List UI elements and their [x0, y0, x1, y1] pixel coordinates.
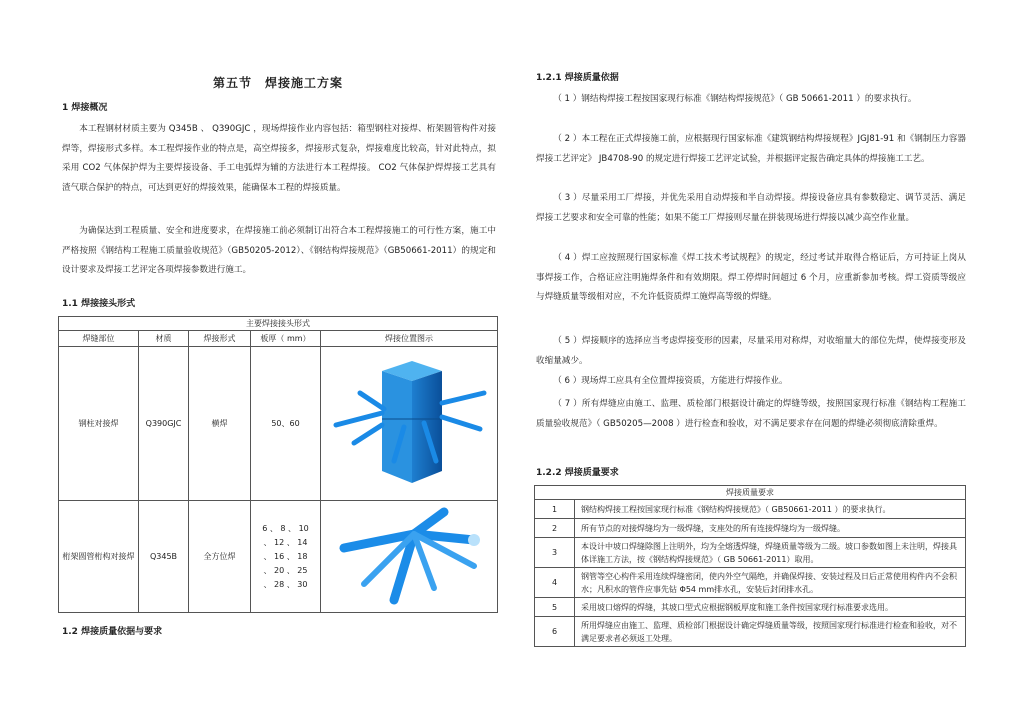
row-text: 采用坡口熔焊的焊缝，其坡口型式应根据钢板厚度和施工条件按国家现行标准要求选用。 [575, 598, 966, 617]
table-row [535, 598, 966, 617]
col-header: 材质 [139, 331, 189, 347]
col-header: 焊接位置图示 [321, 331, 498, 347]
row-number: 6 [535, 617, 575, 647]
basis-item-2: （ 2 ）本工程在正式焊接施工前，应根据现行国家标准《建筑钢结构焊接规程》JGJ81-91 和《钢制压力容器焊接工艺评定》 JB4708-90 的规定进行焊接工艺评定试验，并根据评定报告确定具体的焊接施工工艺。 [536, 134, 966, 164]
basis-item-5: （ 5 ）焊接顺序的选择应当考虑焊接变形的因素，尽量采用对称焊，对收缩量大的部位先焊，使焊接变形及收缩量减少。 [536, 336, 966, 366]
column-joint-image [324, 353, 494, 493]
basis-item-3: （ 3 ）尽量采用工厂焊接，并优先采用自动焊接和半自动焊接。焊接设备应具有参数稳定、调节灵活、满足焊接工艺要求和安全可靠的性能；如果不能工厂焊接则尽量在拼装现场进行焊接以减少高空作业量。 [536, 193, 966, 223]
section-title: 第五节 焊接施工方案 [212, 76, 343, 90]
row-text: 钢管等空心构件采用连续焊缝密闭，使内外空气隔绝，并确保焊接、安装过程及日后正常使用构件内不会积水；凡积水的管件应事先钻 Φ54 mm排水孔，安装后封闭排水孔。 [575, 568, 966, 598]
cell-thickness: 6 、 8 、 10 、 12 、 14 、 16 、 18 、 20 、 25 、 28 、 30 [251, 501, 321, 613]
table-row [59, 501, 498, 613]
truss-joint-illustration [321, 501, 498, 613]
joint-forms-table [58, 316, 498, 613]
paragraph-overview-1: 本工程钢材材质主要为 Q345B 、 Q390GJC ，现场焊接作业内容包括：箱型钢柱对接焊、桁架圆管构件对接焊等，焊接形式多样。本工程焊接作业的特点是，高空焊接多，焊接形式复杂，焊接难度比较高，针对此特点，拟采用 CO2 气体保护焊为主要焊接设备、手工电弧焊为辅的方法进行本工程焊接。 CO2 气体保护焊焊接工艺具有渣气联合保护的特点，可达到更好的焊接效果，能确保本工程的焊接质量。 [62, 124, 496, 193]
table-row [535, 519, 966, 538]
cell-material: Q345B [139, 501, 189, 613]
row-number: 5 [535, 598, 575, 617]
row-text: 本设计中坡口焊缝除图上注明外，均为全熔透焊缝，焊缝质量等级为二级。坡口参数如图上未注明，焊接具体详施工方法，按《钢结构焊接规范》（ GB 50661-2011）取用。 [575, 538, 966, 568]
table-row [535, 568, 966, 598]
row-number: 1 [535, 500, 575, 519]
column-joint-illustration [321, 347, 498, 501]
heading-quality-basis-121: 1.2.1 焊接质量依据 [536, 73, 619, 83]
row-number: 2 [535, 519, 575, 538]
table-row [535, 617, 966, 647]
cell-thickness: 50、60 [251, 347, 321, 501]
quality-requirements-table [534, 485, 966, 647]
table-caption: 焊接质量要求 [535, 486, 966, 500]
heading-quality-basis: 1.2 焊接质量依据与要求 [62, 627, 163, 637]
cell-form: 横焊 [189, 347, 251, 501]
truss-joint-image [324, 504, 494, 608]
row-text: 所用焊缝应由施工、监理、质检部门根据设计确定焊缝质量等级，按照国家现行标准进行检查和验收，对不满足要求者必须返工处理。 [575, 617, 966, 647]
col-header: 焊接形式 [189, 331, 251, 347]
table-row [535, 538, 966, 568]
heading-welding-overview: 1 焊接概况 [62, 103, 108, 113]
basis-item-4: （ 4 ）焊工应按照现行国家标准《焊工技术考试规程》的规定，经过考试并取得合格证后，方可持证上岗从事焊接工作，合格证应注明施焊条件和有效期限。焊工停焊时间超过 6 个月，应重新参加考核。焊工资质等级应与焊缝质量等级相对应，不允许低资质焊工施焊高等级的焊缝。 [536, 253, 966, 303]
cell-material: Q390GJC [139, 347, 189, 501]
col-header: 板厚（ mm） [251, 331, 321, 347]
cell-form: 全方位焊 [189, 501, 251, 613]
row-text: 所有节点的对接焊缝均为一级焊缝，支座处的所有连接焊缝均为一级焊缝。 [575, 519, 966, 538]
cell-part: 桁架圆管桁构对接焊 [59, 501, 139, 613]
heading-quality-requirements: 1.2.2 焊接质量要求 [536, 468, 619, 478]
table-caption: 主要焊接接头形式 [59, 317, 498, 331]
row-number: 4 [535, 568, 575, 598]
basis-item-7: （ 7 ）所有焊缝应由施工、监理、质检部门根据设计确定的焊缝等级，按照国家现行标准《钢结构工程施工质量验收规范》（ GB50205—2008 ）进行检查和验收，对不满足要求存在问题的焊缝必须彻底清除重焊。 [536, 399, 966, 429]
row-number: 3 [535, 538, 575, 568]
basis-item-6: （ 6 ）现场焊工应具有全位置焊接资质，方能进行焊接作业。 [553, 376, 788, 386]
cell-part: 钢柱对接焊 [59, 347, 139, 501]
paragraph-overview-2: 为确保达到工程质量、安全和进度要求，在焊接施工前必须制订出符合本工程焊接施工的可行性方案，施工中严格按照《钢结构工程施工质量验收规范》（GB50205-2012）、《钢结构焊接规范》（GB50661-2011）的规定和设计要求及焊接工艺评定各项焊接参数进行施工。 [62, 226, 496, 276]
row-text: 钢结构焊接工程按国家现行标准《钢结构焊接规范》（ GB50661-2011 ）的要求执行。 [575, 500, 966, 519]
col-header: 焊缝部位 [59, 331, 139, 347]
basis-item-1: （ 1 ）钢结构焊接工程按国家现行标准《钢结构焊接规范》（ GB 50661-2011 ）的要求执行。 [553, 94, 917, 104]
heading-joint-forms: 1.1 焊接接头形式 [62, 299, 136, 309]
table-row [535, 500, 966, 519]
table-row [59, 347, 498, 501]
